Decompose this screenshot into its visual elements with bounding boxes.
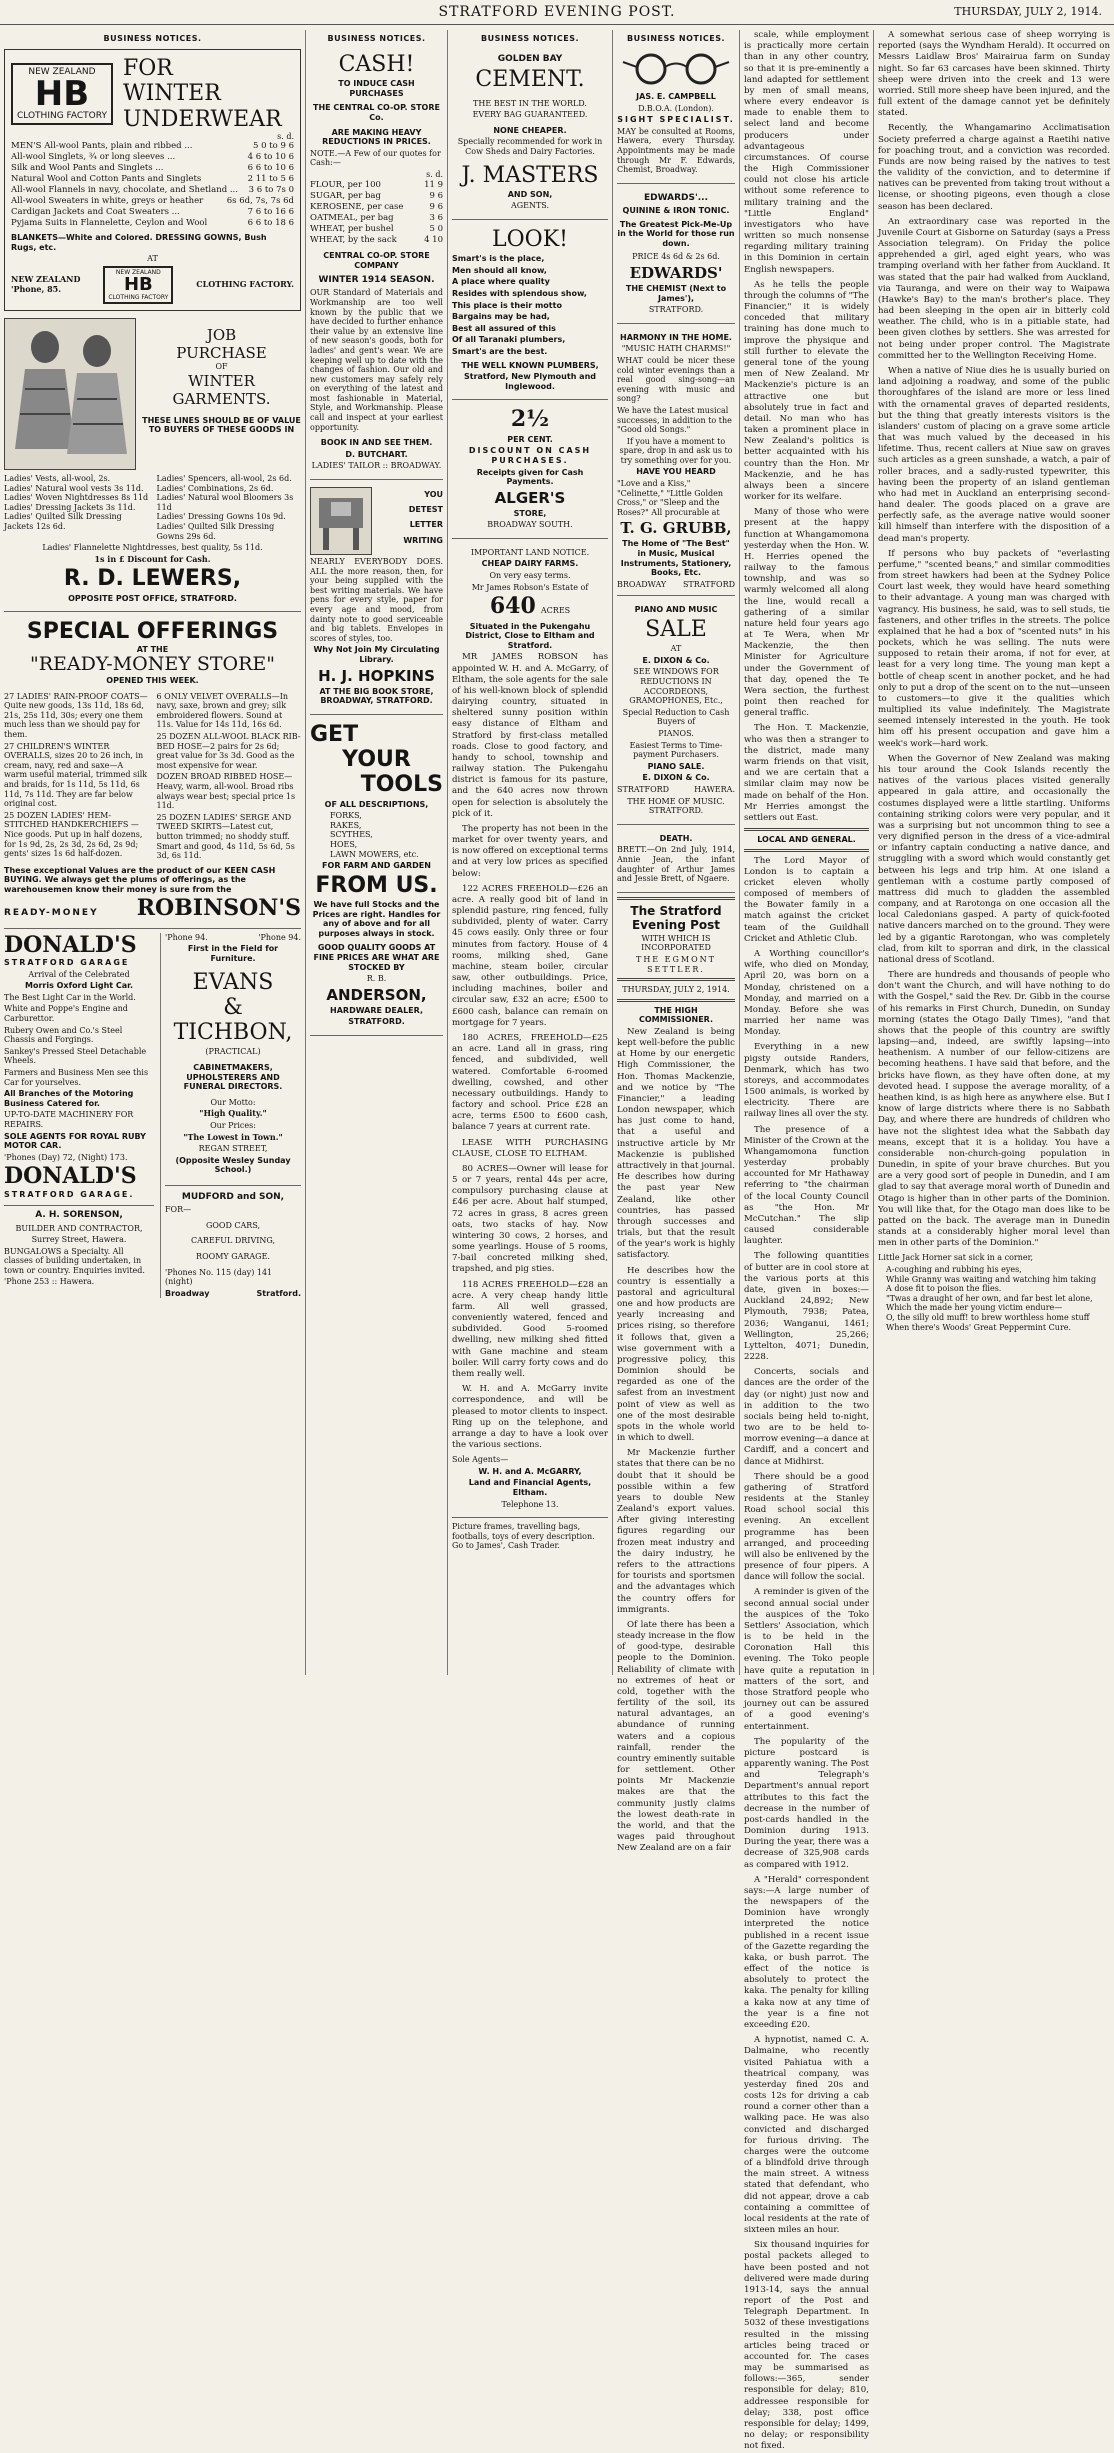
article-paragraph: 80 ACRES—Owner will lease for 5 or 7 years, rental 44s per acre, compulsory purchasing clause at £46 per acre. About half stumped, 72 acres in grass, 8 acres green oats, two stacks of hay. Now wintering 30 cows, 2 horses, and some yearlings. House of 5 rooms, 7-bail concreted milking shed, trapshed, and pig sties.	[452, 1163, 608, 1275]
article-paragraph: There should be a good gathering of Stratford residents at the Stanley Road school social this evening. An excellent programme has been arranged, and proceeding will also be enlivened by the presence of four pipers. A dance will follow the social.	[744, 1471, 869, 1583]
list-item: Ladies' Quilted Silk Dressing Gowns 29s 6d.	[156, 522, 275, 541]
price-item: KEROSENE, per case	[310, 201, 404, 212]
price-value: 4 10	[424, 234, 443, 245]
article-paragraph: A somewhat serious case of sheep worrying is reported (says the Wyndham Herald). It occurred on Messrs Laidlaw Bros' Mairairua farm on Sunday night. So far 63 carcases have been skinned. Thirty sheep were driven into the creek and 13 were worried. Still more sheep have been injured, and the full extent of the damage cannot yet be definitely stated.	[878, 30, 1110, 119]
price-value: 11 9	[424, 179, 443, 190]
hb-logo-small: NEW ZEALAND HB CLOTHING FACTORY	[103, 266, 173, 304]
land-notice-ad: IMPORTANT LAND NOTICE. CHEAP DAIRY FARMS. On very easy terms. Mr James Robson's Estate of 640 ACRES Situated in the Pukengahu District, Close to Eltham and Stratford. MR JAMES ROBSON has appointed W. H. and A. McGarry, of Eltham, the sole agents for the sale of his well-known block of splendid dairying country, situated in sheltered sunny position within easy distance of Eltham and Stratford by first-class metalled roads. Close to good factory, and handy to school, township and railway station. The Pukengahu district is famous for its pasture, and the 640 acres now thrown open for selection is absolutely the pick of it. The property has not been in the market for over twenty years, and is now offered on exceptional terms and at very low prices as specified below: 122 ACRES FREEHOLD—£26 an acre. A really good bit of land in splendid pasture, ring fenced, fully subdivided, plenty of water. Carry 45 cows easily. Only three or four minutes from factory. House of 4 rooms, milking shed, Gane machine, steam boiler, circular saw, other outbuildings. Price, including machines, boiler and circular saw, £32 an acre; £500 to £600 cash, balance can remain on mortgage for 7 years. 180 ACRES, FREEHOLD—£25 an acre. Land all in grass, ring fenced, and subdivided, well watered. Comfortable 6-roomed dwelling, cowshed, and other necessary outbuildings. Handy to factory and school. Price £28 an acre, terms £500 to £600 cash, balance 7 years at current rate. LEASE WITH PURCHASING CLAUSE, CLOSE TO ELTHAM. 80 ACRES—Owner will lease for 5 or 7 years, rental 44s per acre, compulsory purchasing clause at £46 per acre. About half stumped, 72 acres in grass, 8 acres green oats, two stacks of hay. Now wintering 30 cows, 2 horses, and some yearlings. House of 5 rooms, 7-bail concreted milking shed, trapshed, and pig sties. 118 ACRES FREEHOLD—£28 an acre. A very cheap handy little farm. All well grassed, conveniently watered, fenced and subdivided. Good 5-roomed dwelling, new milking shed fitted with Gane machine and steam boiler. Will carry forty cows and do them really well. W. H. and A. McGarry invite correspondence, and will be pleased to motor clients to inspect. Ring up on the telephone, and arrange a day to have a look over the various sections. Sole Agents— W. H. and A. McGARRY, Land and Financial Agents, Eltham. Telephone 13.	[452, 543, 608, 1518]
price-row	[310, 224, 443, 235]
list-item: Best all assured of this	[452, 323, 556, 333]
list-item: This place is their motto	[452, 300, 562, 310]
article-paragraph: MR JAMES ROBSON has appointed W. H. and A. McGarry, of Eltham, the sole agents for the sale of his well-known block of splendid dairying country, situated in sheltered sunny position within easy distance of Eltham and Stratford by first-class metalled roads. Close to good factory, and handy to school, township and railway station. The Pukengahu district is famous for its pasture, and the 640 acres now thrown open for selection is absolutely the pick of it.	[452, 652, 608, 819]
article-paragraph: 118 ACRES FREEHOLD—£28 an acre. A very cheap handy little farm. All well grassed, conveniently watered, fenced and subdivided. Good 5-roomed dwelling, new milking shed fitted with Gane machine and steam boiler. Will carry forty cows and do them really well.	[452, 1279, 608, 1379]
death-notice: DEATH. BRETT.—On 2nd July, 1914, Annie Jean, the infant daughter of Arthur James and Jessie Brett, of Ngaere.	[617, 829, 735, 893]
list-item: FORKS,	[330, 811, 362, 821]
masthead-title: STRATFORD EVENING POST.	[438, 4, 676, 20]
price-item: All-wool Sweaters in white, greys or heather	[11, 196, 204, 207]
price-item: OATMEAL, per bag	[310, 212, 394, 223]
section-header: BUSINESS NOTICES.	[103, 34, 202, 43]
price-value: 5 0	[429, 223, 443, 234]
price-row	[11, 141, 294, 152]
donalds-ad: DONALD'S STRATFORD GARAGE Arrival of the Celebrated Morris Oxford Light Car. The Best Light Car in the World. White and Poppe's Engine and Carburettor. Rubery Owen and Co.'s Steel Chassis and Forgings. Sankey's Pressed Steel Detachable Wheels. Farmers and Business Men see this Car for yourselves. All Branches of the Motoring Business Catered for. UP-TO-DATE MACHINERY FOR REPAIRS. SOLE AGENTS FOR ROYAL RUBY MOTOR CAR. 'Phones (Day) 72, (Night) 173. DONALD'S STRATFORD GARAGE. A. H. SORENSON, BUILDER AND CONTRACTOR, Surrey Street, Hawera. BUNGALOWS a Specialty. All classes of building undertaken, in town or country. Enquiries invited. 'Phone 253 :: Hawera.	[4, 933, 154, 1299]
dixon-piano-ad: PIANO AND MUSIC SALE AT E. DIXON & Co. SEE WINDOWS FOR REDUCTIONS IN ACCORDEONS, GRAMOPHONES, Etc., Special Reduction to Cash Buyers of PIANOS. Easiest Terms to Time-payment Purchasers. PIANO SALE. E. DIXON & Co. STRATFORD HAWERA. THE HOME OF MUSIC. STRATFORD.	[617, 600, 735, 824]
list-item: Ladies' Dressing Jackets 3s 11d.	[4, 502, 136, 512]
article-paragraph: scale, while employment is practically more certain than in any other country, so that it is pre-eminently a land adapted for settlement by men of small means, where every endeavor is made to enable them to select land and become producers under advantageous circumstances. Of course the High Commissioner could not close his article without some reference to military training and the "Little England" investigators who have written so much nonsense regarding military training in this Dominion in certain English newspapers.	[744, 30, 869, 275]
price-row	[11, 163, 294, 174]
list-item: HOES,	[330, 840, 358, 850]
list-item: 25 DOZEN LADIES' SERGE AND TWEED SKIRTS—Latest cut, button trimmed; no shoddy stuff. Smart and good, 4s 11d, 5s 6d, 5s 3d, 6s 11d.	[156, 812, 295, 861]
column-5	[740, 30, 873, 2452]
article-paragraph: Recently, the Whangamarino Acclimatisation Society preferred a charge against a Raetihi native for poaching trout, and a conviction was recorded. Funds are now being raised by the natives to test the validity of the conviction, and to determine if natives can be prevented from taking trout without a license, or shooting pigeons, even though a close season has been declared.	[878, 123, 1110, 212]
article-paragraph: The popularity of the picture postcard is apparently waning. The Post and Telegraph's Department's annual report attributes to this fact the decrease in the number of post-cards handled in the Dominion during 1913. During the year, there was a decrease of 325,908 cards as compared with 1912.	[744, 1736, 869, 1870]
special-offerings-title: SPECIAL OFFERINGS	[26, 619, 279, 645]
writing-desk-illustration	[310, 487, 372, 555]
list-item: Ladies' Vests, all-wool, 2s.	[4, 474, 111, 484]
list-item: LAWN MOWERS, etc.	[330, 849, 419, 859]
section-header: BUSINESS NOTICES.	[327, 34, 426, 43]
price-item: WHEAT, per bushel	[310, 223, 394, 234]
list-item: 6 ONLY VELVET OVERALLS—In navy, saxe, brown and grey; silk embroidered flowers. Sound at 11s. Value for 14s 11d, 16s 6d.	[156, 691, 289, 730]
article-paragraph: A hypnotist, named C. A. Dalmaine, who recently visited Pahiatua with a theatrical company, was yesterday fined 20s and costs 12s for driving a cab round a corner other than a walking pace. He was also convicted and discharged for furious driving. The charges were the outcome of a blindfold drive through the main street. A witness stated that defendant, who did not appear, drove a cab containing a committee of local residents at the rate of sixteen miles an hour.	[744, 2035, 869, 2236]
price-item: SUGAR, per bag	[310, 190, 381, 201]
price-value: 9 6	[429, 190, 443, 201]
algers-store-ad: 2½ PER CENT. DISCOUNT ON CASH PURCHASES. Receipts given for Cash Payments. ALGER'S STORE, BROADWAY SOUTH.	[452, 404, 608, 538]
hopkins-ad: YOU DETEST LETTER WRITING NEARLY EVERYBODY DOES. ALL the more reason, then, for your being supplied with the best writing materials. We have pens for every style, paper for every age and mood, from dainty note to good serviceable and big tablets. Envelopes in scores of styles, too. Why Not Join My Circulating Library. H. J. HOPKINS AT THE BIG BOOK STORE, BROADWAY, STRATFORD.	[310, 484, 443, 715]
price-item: Cardigan Jackets and Coat Sweaters ...	[11, 207, 180, 218]
article-paragraph: As he tells the people through the columns of "The Financier," it is widely conceded that military training has done much to improve the physique and still further to elevate the general tone of the young men of New Zealand. Mr Mackenzie's picture is an attractive one but absolutely true in fact and detail. No man who has taken a prominent place in New Zealand's politics is better acquainted with his country than the Hon. Mr Mackenzie, and he has always been a sincere worker for its welfare.	[744, 279, 869, 503]
list-item: SCYTHES,	[330, 830, 373, 840]
evans-tichbon-ad: 'Phone 94. 'Phone 94. First in the Field for Furniture. EVANS & TICHBON, (PRACTICAL) CABINETMAKERS, UPHOLSTERERS AND FUNERAL DIRECTORS. Our Motto: "High Quality." Our Prices: "The Lowest in Town." REGAN STREET, (Opposite Wesley Sunday School.) MUDFORD and SON, FOR— GOOD CARS, CAREFUL DRIVING, ROOMY GARAGE. 'Phones No. 115 (day) 141 (night) Broadway Stratford.	[160, 933, 301, 1299]
price-item: WHEAT, by the sack	[310, 234, 397, 245]
list-item: A place where quality	[452, 277, 550, 287]
list-item: Smart's are the best.	[452, 347, 548, 357]
list-item: Ladies' Spencers, all-wool, 2s 6d.	[156, 474, 292, 484]
price-item: All-wool Flannels in navy, chocolate, and Shetland ...	[11, 185, 238, 196]
price-row	[310, 180, 443, 191]
list-item: Men should all know,	[452, 265, 547, 275]
price-value: 6 6 to 18 6	[247, 218, 294, 229]
price-row	[11, 218, 294, 229]
lewers-ad: JOB PURCHASE OF WINTER GARMENTS. THESE LINES SHOULD BE OF VALUE TO BUYERS OF THESE GOODS IN Ladies' Vests, all-wool, 2s. Ladies' Natural wool vests 3s 11d. Ladies' Woven Nightdresses 8s 11d Ladies' Dressing Jackets 3s 11d. Ladies' Quilted Silk Dressing Jackets 12s 6d. Ladies' Spencers, all-wool, 2s 6d. Ladies' Combinations, 2s 6d. Ladies' Natural wool Bloomers 3s 11d Ladies' Dressing Gowns 10s 9d. Ladies' Quilted Silk Dressing Gowns 29s 6d. Ladies' Flannelette Nightdresses, best quality, 5s 11d. 1s in £ Discount for Cash. R. D. LEWERS, OPPOSITE POST OFFICE, STRATFORD.	[4, 315, 301, 612]
verse-line: A dose fit to poison the flies.	[886, 1284, 1002, 1294]
anderson-ad: GET YOUR TOOLS OF ALL DESCRIPTIONS, FORKS, RAKES, SCYTHES, HOES, LAWN MOWERS, etc. FOR FARM AND GARDEN FROM US. We have full Stocks and the Prices are right. Handles for any of above and for all purposes always in stock. GOOD QUALITY GOODS AT FINE PRICES ARE WHAT ARE STOCKED BY R. B. ANDERSON, HARDWARE DEALER, STRATFORD.	[310, 719, 443, 1036]
article-paragraph: Of late there has been a steady increase in the flow of good-type, desirable people to the Dominion. Reliability of climate with no extremes of heat or cold, together with the fertility of the soil, its natural advantages, an abundance of running waters and a copious rainfall, render the country eminently suitable for settlement. Other points Mr Mackenzie makes are that the community justly claims the lowest death-rate in the world, and that the wages paid throughout New Zealand are on a fair	[617, 1619, 735, 1854]
price-value: 3 6 to 7s 0	[248, 185, 294, 196]
section-header: BUSINESS NOTICES.	[626, 34, 725, 43]
price-item: MEN'S All-wool Pants, plain and ribbed ...	[11, 140, 193, 151]
robinson-ad: SPECIAL OFFERINGS AT THE "READY-MONEY STORE" OPENED THIS WEEK. 27 LADIES' RAIN-PROOF COATS—Quite new goods, 13s 11d, 18s 6d, 21s, 25s 11d, 30s; every one them much less than we should pay for them. 27 CHILDREN'S WINTER OVERALLS, sizes 20 to 26 inch, in cream, navy, red and saxe—A warm useful material, trimmed silk and braids, for 1s 11d, 5s 11d, 6s 11d, 7s 11d. They are far below original cost. 25 DOZEN LADIES' HEM-STITCHED HANDKERCHIEFS — Nice goods. Put up in half dozens, for 1s 9d, 2s, 2s 3d, 2s 6d, 2s 9d; gents' sizes 1s 6d half-dozen. 6 ONLY VELVET OVERALLS—In navy, saxe, brown and grey; silk embroidered flowers. Sound at 11s. Value for 14s 11d, 16s 6d. 25 DOZEN ALL-WOOL BLACK RIB-BED HOSE—2 pairs for 2s 6d; great value for 3s 3d. Good as the most expensive for wear. DOZEN BROAD RIBBED HOSE—Heavy, warm, all-wool. Broad ribs always wear best; special price 1s 11d. 25 DOZEN LADIES' SERGE AND TWEED SKIRTS—Latest cut, button trimmed; no shoddy stuff. Smart and good, 4s 11d, 5s 6d, 5s 3d, 6s 11d. These exceptional Values are the product of our KEEN CASH BUYING. We always get the plums of offerings, as the warehousemen know their money is sure from the READY-MONEY ROBINSON'S	[4, 616, 301, 929]
article-paragraph: The Hon. T. Mackenzie, who was then a stranger to the district, made many warm friends on that visit, and we are certain that a similar claim may now be made on behalf of the Hon. Mr Herries amongst the settlers out East.	[744, 723, 869, 823]
article-paragraph: When a native of Niue dies he is usually buried on land adjoining a roadway, and some of the public thoroughfares of the island are more or less lined with the ornamental graves of departed residents, but the thing that greatly interests visitors is the islanders' custom of placing on a grave some article that was much valued by the deceased in his lifetime. Thus, recent callers at Niue saw on graves such articles as a green sunshade, a watch, a pair of roller braces, and a sadly-rusted typewriter, this having been the property of an island gentleman who had met in Auckland an enterprising second-hand dealer. The goods placed on a grave are perfectly safe, as the average native would sooner kill himself than interfere with the disposition of a dead man's property.	[878, 365, 1110, 544]
article-paragraph: Concerts, socials and dances are the order of the day (or night) just now and in addition to the two socials being held to-night, two are to be held to-morrow evening—a dance at Cardiff, and a concert and dance at Midhirst.	[744, 1367, 869, 1467]
price-row	[310, 213, 443, 224]
verse-line: "Twas a draught of her own, and far best let alone,	[886, 1293, 1093, 1303]
mudford-ad: MUDFORD and SON, FOR— GOOD CARS, CAREFUL DRIVING, ROOMY GARAGE. 'Phones No. 115 (day) 141 (night) Broadway Stratford.	[165, 1185, 301, 1298]
price-item: Silk and Wool Pants and Singlets ...	[11, 162, 164, 173]
article-paragraph: An extraordinary case was reported in the Juvenile Court at Gisborne on Saturday (says a Press Association telegram). On Friday the police apprehended a girl, aged eight years, who was tramping overland with her father from Auckland. It was stated that the pair had walked from Auckland, via Tauranga, and were on their way to Waipawa (Hawke's Bay) to the man's brother's place. They had been sleeping in the open air in bitterly cold weather. The child, who is in a pitiable state, had been given clothes by settlers. She was arrested for not being under proper control. The Magistrate committed her to the Wellington Receiving Home.	[878, 216, 1110, 361]
price-row	[11, 185, 294, 196]
article-paragraph: Many of those who were present at the happy function at Whangamomona yesterday when the Hon. W. H. Herries opened the railway to the famous township, and was so warmly welcomed all along the line, would recall a gathering of a similar nature held four years ago at Te Wera, when Mr Mackenzie, the then Minister for Agriculture under the Government of that day, opened the Te Wera section, the furthest point then reached for general traffic.	[744, 507, 869, 719]
spectacles-icon	[617, 52, 735, 90]
verse-line: When there's Woods' Great Peppermint Cure.	[886, 1322, 1072, 1332]
article-paragraph: There are hundreds and thousands of people who don't want the Church, and will have nothing to do with the Gospel," said the Rev. Dr. Gibb in the course of his remarks in First Church, Dunedin, on Sunday morning (states the Otago Daily Times), "and that shows that the people of this country are swiftly lapsing—and, indeed, are swiftly lapsing—into heathenism. A number of our fellow-citizens are becoming heathens. I have said that before, and the bricks have flown, as they have often done, at my devoted head. I suppose the average morality, of a heathen kind, is as high here as anywhere else. But I know of large districts where there is no Sabbath Day, and where there are hundreds of children who have not the slightest idea what the Sabbath day means, except that it is a holiday. You have a considerable non-church-going population in Dunedin, in spite of your brave churches. But you are a very good sort of people in Dunedin, and I am glad to say that average moral worth of Dunedin and Otago is higher than in other parts of the Dominion. You will like that, for the Otago man does like to be patted on the back. The average man in Dunedin stands at a considerably higher moral level than men in other parts of the Dominion."	[878, 970, 1110, 1249]
article-paragraph: 122 ACRES FREEHOLD—£26 an acre. A really good bit of land in splendid pasture, ring fenced, fully subdivided, plenty of water. Carry 45 cows easily. Only three or four minutes from factory. House of 4 rooms, milking shed, Gane machine, steam boiler, circular saw, other outbuildings. Price, including machines, boiler and circular saw, £32 an acre; £500 to £600 cash, balance can remain on mortgage for 7 years.	[452, 883, 608, 1028]
article-paragraph: If persons who buy packets of "everlasting perfume," "scented beans," and similar commodities from street hawkers had been at the Sydney Police Court last week, they would have heard something to their advantage. A young man was charged with vagrancy. His business, he said, was to sell studs, tie fasteners, and other trifles in the streets. The police explained that he had a box of "scented nuts" in his pockets, which he was selling. The nuts were supposed to retain their aroma, if not for ever, at least for a very long time. The young man kept a bottle of cheap scent in another pocket, and he had only to put a drop of the scent on to the nut—unseen to customers—to give it the qualities which multiplied its value indefinitely. The Magistrate seemed intensely interested in the youth. He took him off his present occupation and gave him a week's work—hard work.	[878, 548, 1110, 749]
article-paragraph: The Lord Mayor of London is to captain a cricket eleven wholly composed of members of the Bowater family in a match against the cricket team of the Guildhall Cricket and Athletic Club.	[744, 855, 869, 944]
list-item: Sankey's Pressed Steel Detachable Wheels.	[4, 1046, 147, 1066]
list-item: White and Poppe's Engine and Carburettor.	[4, 1004, 128, 1024]
price-value: 3 6	[429, 212, 443, 223]
list-item: Bargains may be had,	[452, 312, 550, 322]
james-cash-trader-notice: Picture frames, travelling bags, footballs, toys of every description. Go to James', Cash Trader.	[452, 1522, 595, 1551]
article-paragraph: Mr Mackenzie further states that there can be no doubt that it should be possible within a few years to double New Zealand's export values. After giving interesting figures regarding our frozen meat industry and the dairy industry, he refers to the attractions for tourists and sportsmen and the advantages which the country offers for immigrants.	[617, 1448, 735, 1615]
article-paragraph: Six thousand inquiries for postal packets alleged to have been posted and not delivered were made during 1913-14, says the annual report of the Post and Telegraph Department. In 5032 of these investigations resulted in the missing articles being traced or accounted for. The cases may be summarised as follows:—365, sender responsible for delay; 810, addressee responsible for delay; 338, post office responsible for delay; 1499, no delay; or responsibility not fixed.	[744, 2240, 869, 2452]
article-paragraph: A "Herald" correspondent says:—A large number of the newspapers of the Dominion have wrongly interpreted the notice published in a recent issue of the Gazette regarding the kaka, or bush parrot. The effect of the notice is absolutely to protect the kaka. The penalty for killing a kaka now at any time of the year is a fine not exceeding £20.	[744, 1874, 869, 2030]
hb-underwear-ad: NEW ZEALAND HB CLOTHING FACTORY FOR WINTER UNDERWEAR s. d. MEN'S All-wool Pants, plain and ribbed ... 5 0 to 9 6 All-wool Singlets, ¾ or long sleeves ... 4 6 to 10 6 Silk and Wool Pants and Singlets ... 6 6 to 10 6 Natural Wool and Cotton Pants and Singlets 2 11 to 5 6 All-wool Flannels in navy, chocolate, and Shetland ... 3 6 to 7s 0 All-wool Sweaters in white, greys or heather 6s 6d, 7s, 7s 6d Cardigan Jackets and Coat Sweaters ... 7 6 to 16 6 Pyjama Suits in Flannelette, Ceylon and Wool 6 6 to 18 6 BLANKETS—White and Colored. DRESSING GOWNS, Bush Rugs, etc. AT NEW ZEALAND 'Phone, 85. NEW ZEALAND HB CLOTHING FACTORY CLOTHING FACTORY.	[4, 49, 301, 311]
peppermint-cure-verse: Little Jack Horner sat sick in a corner, A-coughing and rubbing his eyes, While Granny was waiting and watching him taking A dose fit to poison the flies. "Twas a draught of her own, and far best let alone, Which the made her young victim endure— O, the silly old muff! to brew worthless home stuff When there's Woods' Great Peppermint Cure.	[878, 1253, 1110, 1332]
list-item: Ladies' Quilted Silk Dressing Jackets 12s 6d.	[4, 512, 122, 532]
list-item: 27 LADIES' RAIN-PROOF COATS—Quite new goods, 13s 11d, 18s 6d, 21s, 25s 11d, 30s; every one them much less than we should pay for them.	[4, 691, 148, 739]
verse-line: A-coughing and rubbing his eyes,	[886, 1264, 1022, 1274]
smarts-plumbers-ad: LOOK! Smart's is the place, Men should all know, A place where quality Resides with splendous show, This place is their motto Bargains may be had, Best all assured of this Of all Taranaki plumbers, Smart's are the best. THE WELL KNOWN PLUMBERS, Stratford, New Plymouth and Inglewood.	[452, 224, 608, 400]
column-1	[0, 30, 305, 1675]
price-row	[11, 196, 294, 207]
column-4	[613, 30, 739, 1854]
local-general-title: LOCAL AND GENERAL.	[757, 835, 856, 845]
article-paragraph: Everything in a new pigsty outside Randers, Denmark, which has two storeys, and accommodates 1500 animals, is worked by electricity. There are railway lines all over the sty.	[744, 1042, 869, 1120]
section-header: BUSINESS NOTICES.	[480, 34, 579, 43]
list-item: Rubery Owen and Co.'s Steel Chassis and Forgings.	[4, 1025, 123, 1045]
list-item: Smart's is the place,	[452, 254, 545, 264]
price-value: 2 11 to 5 6	[247, 174, 294, 185]
golden-bay-cement-ad: GOLDEN BAY CEMENT. THE BEST IN THE WORLD. EVERY BAG GUARANTEED. NONE CHEAPER. Specially recommended for work in Cow Sheds and Dairy Factories. J. MASTERS AND SON, AGENTS.	[452, 49, 608, 220]
list-item: Farmers and Business Men see this Car for yourselves.	[4, 1068, 149, 1087]
list-item: Ladies' Dressing Gowns 10s 9d.	[156, 512, 286, 522]
column-2	[306, 30, 447, 1675]
coop-price-list	[310, 180, 443, 246]
article-paragraph: The following quantities of butter are in cool store at the various ports at this date, given in boxes:—Auckland 24,892; New Plymouth, 7938; Patea, 2036; Wanganui, 1461; Wellington, 25,266; Lyttelton, 4071; Dunedin, 2228.	[744, 1251, 869, 1363]
list-item: 25 DOZEN ALL-WOOL BLACK RIB-BED HOSE—2 pairs for 2s 6d; great value for 3s 3d. Good as the most expensive for wear.	[156, 731, 301, 770]
hb-logo: NEW ZEALAND HB CLOTHING FACTORY	[11, 63, 113, 125]
list-item: The Best Light Car in the World.	[4, 992, 136, 1002]
local-general-items	[744, 856, 869, 2453]
grubb-music-ad: HARMONY IN THE HOME. "MUSIC HATH CHARMS!" WHAT could be nicer these cold winter evenings than a real good sing-song—an evening with music and song? We have the Latest musical successes, in addition to the "Good old Songs." If you have a moment to spare, drop in and ask us to try something over for you. HAVE YOU HEARD "Love and a Kiss," "Celinette," "Little Golden Cross," or "Sleep and the Roses?" All procurable at T. G. GRUBB, The Home of "The Best" in Music, Musical Instruments, Stationery, Books, Etc. BROADWAY STRATFORD	[617, 328, 735, 597]
verse-line: O, the silly old muff! to brew worthless home stuff	[886, 1312, 1090, 1322]
price-row	[11, 152, 294, 163]
article-paragraph: The property has not been in the market for over twenty years, and is now offered on exceptional terms and at very low prices as specified below:	[452, 823, 608, 879]
masthead-date: THURSDAY, JULY 2, 1914.	[954, 5, 1102, 18]
price-value: 9 6	[429, 201, 443, 212]
hb-price-list	[11, 141, 294, 229]
masthead	[0, 0, 1114, 25]
article-paragraph: A reminder is given of the second annual social under the auspices of the Toko Settlers' Association, which is to be held in the Coronation Hall this evening. The Toko people have quite a reputation in matters of the sort, and those Stratford people who journey out can be assured of a good evening's entertainment.	[744, 1587, 869, 1732]
list-item: Ladies' Woven Nightdresses 8s 11d	[4, 493, 149, 503]
article-paragraph: W. H. and A. McGarry invite correspondence, and will be pleased to motor clients to inspect. Ring up on the telephone, and arrange a day to have a look over the various sections.	[452, 1384, 608, 1451]
article-paragraph: When the Governor of New Zealand was making his tour around the Cook Islands recently the natives of the various places visited generally appeared in gala attire, and occasionally the costumes displayed were a little startling. Uniforms containing striking colors were very popular, and it was a surprising but not uncommon thing to see a very dignified person in the dress of a vice-admiral or infantry captain conducting a native dance, and struggling with a sword which would constantly get between his legs and trip him. At one island a gentleman with a costume partly composed of mattress did much to gladden the assembled company, and at Rarotonga on one occasion all the local Caledonians gasped. A party of quick-footed native dancers marched on to the ground. They were led by a gigantic Rarotongan, who was completely clad, from kilt to sporran and dirk, in the classical national dress of Scotland.	[878, 753, 1110, 965]
article-paragraph: A Worthing councillor's wife, who died on Monday, April 20, was born on a Monday, christened on a Monday, and married on a Monday. Before she was married her name was Monday.	[744, 949, 869, 1038]
blankets-line: BLANKETS—White and Colored. DRESSING GOWNS, Bush Rugs, etc.	[11, 233, 267, 252]
lewers-title: JOB PURCHASE OF WINTER GARMENTS. THESE LINES SHOULD BE OF VALUE TO BUYERS OF THESE GOODS IN	[142, 326, 301, 435]
price-value: 7 6 to 16 6	[247, 207, 294, 218]
article-paragraph: He describes how the country is essentially a pastoral and agricultural one and how products are yearly increasing and prices rising, so therefore it follows that, given a wise government with a progressive policy, this Dominion should be regarded as one of the safest from an investment point of view as well as one of the most desirable spots in the whole world in which to dwell.	[617, 1265, 735, 1444]
list-item: 25 DOZEN LADIES' HEM-STITCHED HANDKERCHIEFS — Nice goods. Put up in half dozens, for 1s 9d, 2s, 2s 3d, 2s 6d, 2s 9d; gents' sizes 1s 6d half-dozen.	[4, 810, 143, 859]
column-6	[874, 30, 1114, 1675]
price-row	[11, 174, 294, 185]
price-row	[310, 235, 443, 246]
lewers-lists	[4, 474, 301, 541]
news-items	[878, 30, 1110, 1249]
price-value: 4 6 to 10 6	[247, 151, 294, 162]
price-value: 6s 6d, 7s, 7s 6d	[226, 196, 294, 207]
edwards-tonic-ad: EDWARDS'... QUININE & IRON TONIC. The Greatest Pick-Me-Up in the World for those run down. PRICE 4s 6d & 2s 6d. EDWARDS' THE CHEMIST (Next to James'), STRATFORD.	[617, 188, 735, 324]
price-value: 6 6 to 10 6	[247, 162, 294, 173]
column-3	[448, 30, 612, 1675]
list-item: Resides with splendous show,	[452, 289, 587, 299]
article-paragraph: 180 ACRES, FREEHOLD—£25 an acre. Land all in grass, ring fenced, and subdivided, well watered. Comfortable 6-roomed dwelling, cowshed, and other necessary outbuildings. Handy to factory and school. Price £28 an acre, terms £500 to £600 cash, balance 7 years at current rate.	[452, 1033, 608, 1133]
price-value: 5 0 to 9 6	[253, 140, 294, 151]
article-paragraph: The presence of a Minister of the Crown at the Whangamomona function yesterday probably accounted for Mr Hathaway referring to "the chairman of the local County Council as "the Hon. Mr McCutchan." The slip caused considerable laughter.	[744, 1124, 869, 1247]
price-row	[310, 202, 443, 213]
central-coop-ad: CASH! TO INDUCE CASH PURCHASES THE CENTRAL CO-OP. STORE Co. ARE MAKING HEAVY REDUCTIONS IN PRICES. NOTE.—A Few of our quotes for Cash:— s. d. FLOUR, per 100 11 9 SUGAR, per bag 9 6 KEROSENE, per case 9 6 OATMEAL, per bag 3 6 WHEAT, per bushel 5 0 WHEAT, by the sack 4 10 CENTRAL CO-OP. STORE COMPANY WINTER 1914 SEASON. OUR Standard of Materials and Workmanship are too well known by the public that we have decided to further enhance their value by an extensive line of new season's goods, both for ladies' and gent's wear. We are keeping well up to date with the changes of fashion. Our old and new customers may safely rely on everything of the latest and most fashionable in Material, Style, and Workmanship. Please call and inspect at your earliest opportunity. BOOK IN AND SEE THEM. D. BUTCHART. LADIES' TAILOR :: BROADWAY.	[310, 49, 443, 480]
price-item: FLOUR, per 100	[310, 179, 381, 190]
price-item: All-wool Singlets, ¾ or long sleeves ...	[11, 151, 176, 162]
list-item: RAKES,	[330, 820, 362, 830]
price-item: Natural Wool and Cotton Pants and Singlets	[11, 174, 202, 185]
verse-line: While Granny was waiting and watching him taking	[886, 1274, 1097, 1284]
price-row	[310, 191, 443, 202]
article-paragraph: LEASE WITH PURCHASING CLAUSE, CLOSE TO ELTHAM.	[452, 1137, 608, 1159]
list-item: Ladies' Combinations, 2s 6d.	[156, 483, 274, 493]
high-commissioner-article: THE HIGH COMMISSIONER. New Zealand is being kept well-before the public at Home by our energetic High Commissioner, the Hon. Thomas Mackenzie, and we notice by "The Financier," a leading London newspaper, which has just come to hand, that a useful and instructive article by Mr Mackenzie is published attractively in that journal. He describes how during the past year New Zealand, like other countries, has passed through successes and trials, but that the result of the year's work is highly satisfactory. He describes how the country is essentially a pastoral and agricultural one and how products are yearly increasing and prices rising, so therefore it follows that, given a wise government with a progressive policy, this Dominion should be regarded as one of the safest from an investment point of view as well as one of the most desirable spots in the whole world in which to dwell. Mr Mackenzie further states that there can be no doubt that it should be possible within a few years to double New Zealand's export values. After giving interesting figures regarding our frozen meat industry and the dairy industry, he refers to the attractions for tourists and sportsmen and the advantages which the country offers for immigrants. Of late there has been a steady increase in the flow of good-type, desirable people to the Dominion. Reliability of climate with no extremes of heat or cold, together with the fertility of the soil, its natural advantages, an abundance of running waters and a copious rainfall, render the country eminently suitable for settlement. Other points Mr Mackenzie makes are that the community justly claims the lowest death-rate in the world, and that the wages paid throughout New Zealand are on a fair	[617, 1005, 735, 1854]
hb-heading: FOR WINTER UNDERWEAR	[122, 56, 282, 132]
campbell-optician-ad: JAS. E. CAMPBELL D.B.O.A. (London). SIGHT SPECIALIST. MAY be consulted at Rooms, Hawera, every Thursday. Appointments may be made through Mr F. Edwards, Chemist, Broadway.	[617, 49, 735, 184]
sorenson-ad: A. H. SORENSON, BUILDER AND CONTRACTOR, Surrey Street, Hawera. BUNGALOWS a Specialty. All classes of building undertaken, in town or country. Enquiries invited. 'Phone 253 :: Hawera.	[4, 1205, 154, 1287]
list-item: Ladies' Natural wool Bloomers 3s 11d	[156, 493, 294, 512]
paper-nameplate: The Stratford Evening Post WITH WHICH IS INCORPORATED THE EGMONT SETTLER. THURSDAY, JULY 2, 1914.	[617, 897, 735, 1002]
price-item: Pyjama Suits in Flannelette, Ceylon and Wool	[11, 218, 208, 229]
lewers-name: R. D. LEWERS,	[63, 566, 242, 592]
list-item: Ladies' Natural wool vests 3s 11d.	[4, 483, 144, 493]
verse-line: Which the made her young victim endure—	[886, 1303, 1063, 1313]
ladies-garments-illustration	[4, 318, 136, 470]
price-row	[11, 207, 294, 218]
article-paragraph: New Zealand is being kept well-before the public at Home by our energetic High Commissioner, the Hon. Thomas Mackenzie, and we notice by "The Financier," a leading London newspaper, which has just come to hand, that a useful and instructive article by Mr Mackenzie is published attractively in that journal. He describes how during the past year New Zealand, like other countries, has passed through successes and trials, but that the result of the year's work is highly satisfactory.	[617, 1026, 735, 1261]
list-item: 27 CHILDREN'S WINTER OVERALLS, sizes 20 to 26 inch, in cream, navy, red and saxe—A warm useful material, trimmed silk and braids, for 1s 11d, 5s 11d, 6s 11d, 7s 11d. They are far below original cost.	[4, 741, 148, 809]
list-item: DOZEN BROAD RIBBED HOSE—Heavy, warm, all-wool. Broad ribs always wear best; special price 1s 11d.	[156, 772, 296, 811]
hb-footer: NEW ZEALAND 'Phone, 85. NEW ZEALAND HB CLOTHING FACTORY CLOTHING FACTORY.	[11, 266, 294, 304]
commissioner-continued	[744, 30, 869, 824]
list-item: Of all Taranaki plumbers,	[452, 335, 566, 345]
